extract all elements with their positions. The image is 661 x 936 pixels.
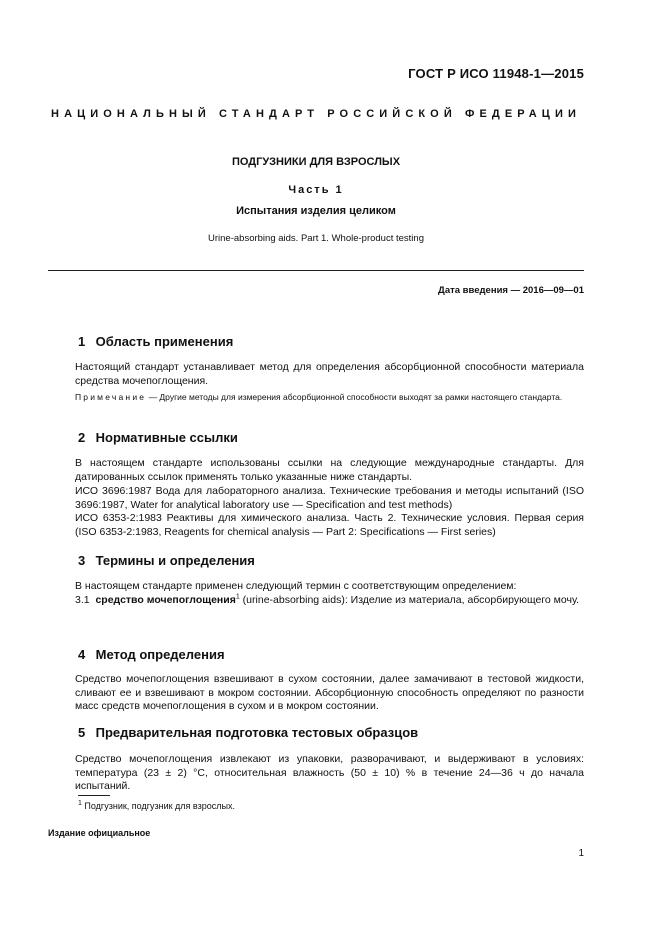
- english-title: Urine-absorbing aids. Part 1. Whole-product testing: [208, 233, 424, 244]
- footnote-text: Подгузник, подгузник для взрослых.: [81, 801, 235, 811]
- footnote-divider: [78, 795, 110, 796]
- section-2-heading: [78, 430, 238, 445]
- section-4-paragraph: Средство мочепоглощения взвешивают в сухом состоянии, далее замачивают в тестовой жидкости, сливают ее и взвешивают в мокром состоянии. Абсорбционную способность определяют по разности масс средств мочепоглощения в сухом и в мокром состоянии.: [75, 673, 584, 713]
- section-title: Нормативные ссылки: [95, 430, 238, 445]
- section-title: Предварительная подготовка тестовых образцов: [95, 725, 419, 740]
- section-number: 2: [78, 430, 86, 445]
- document-code: ГОСТ Р ИСО 11948-1—2015: [408, 66, 584, 81]
- section-number: 1: [78, 334, 86, 349]
- section-1-paragraph: Настоящий стандарт устанавливает метод для определения абсорбционной способности материала средства мочепоглощения.: [75, 361, 584, 387]
- section-1-heading: [78, 334, 233, 349]
- section-title: Метод определения: [95, 647, 225, 662]
- section-4-heading: [78, 647, 225, 662]
- term-name: средство мочепоглощения: [95, 594, 236, 606]
- section-3-heading: [78, 553, 255, 568]
- page-number: 1: [578, 848, 584, 859]
- section-5-heading: [78, 725, 418, 740]
- national-standard-banner: НАЦИОНАЛЬНЫЙ СТАНДАРТ РОССИЙСКОЙ ФЕДЕРАЦИИ: [51, 108, 581, 120]
- section-2-paragraph-1: В настоящем стандарте использованы ссылки на следующие международные стандарты. Для датированных ссылок применять только указанные ниже стандарты.: [75, 457, 584, 483]
- section-number: 3: [78, 553, 86, 568]
- term-number: 3.1: [75, 594, 90, 606]
- term-definition-text: (urine-absorbing aids): Изделие из материала, абсорбирующего мочу.: [239, 594, 580, 606]
- section-1-note: [75, 391, 584, 404]
- section-5-paragraph: Средство мочепоглощения извлекают из упаковки, разворачивают, и выдерживают в условиях: температура (23 ± 2) °С, относительная влажность (50 ± 10) % в течение 24—36 ч до начала испытаний.: [75, 753, 584, 793]
- note-label: Примечание: [75, 392, 147, 402]
- section-title: Термины и определения: [95, 553, 255, 568]
- section-title: Область применения: [95, 334, 234, 349]
- section-number: 5: [78, 725, 86, 740]
- title-divider: [48, 270, 584, 271]
- section-2-reference-iso3696: ИСО 3696:1987 Вода для лабораторного анализа. Технические требования и методы испытаний (ISO 3696:1987, Water for analytical laboratory use — Specification and test methods): [75, 485, 584, 511]
- official-edition-label: Издание официальное: [48, 828, 151, 838]
- document-title: ПОДГУЗНИКИ ДЛЯ ВЗРОСЛЫХ: [231, 156, 401, 168]
- part-label: Часть 1: [288, 184, 344, 196]
- footnote: [78, 801, 235, 811]
- section-2-reference-iso6353: ИСО 6353-2:1983 Реактивы для химического анализа. Часть 2. Технические условия. Первая серия (ISO 6353-2:1983, Reagents for chemical analysis — Part 2: Specifications — First series): [75, 512, 584, 538]
- footnote-ref: 1: [235, 593, 240, 601]
- note-text: — Другие методы для измерения абсорбционной способности выходят за рамки настоящего стандарта.: [146, 392, 563, 402]
- section-3-paragraph: В настоящем стандарте применен следующий термин с соответствующим определением:: [75, 580, 517, 592]
- introduction-date: Дата введения — 2016—09—01: [438, 285, 584, 296]
- section-number: 4: [78, 647, 86, 662]
- document-subtitle: Испытания изделия целиком: [236, 205, 396, 217]
- footnote-marker: 1: [78, 800, 82, 807]
- term-definition: [75, 594, 584, 608]
